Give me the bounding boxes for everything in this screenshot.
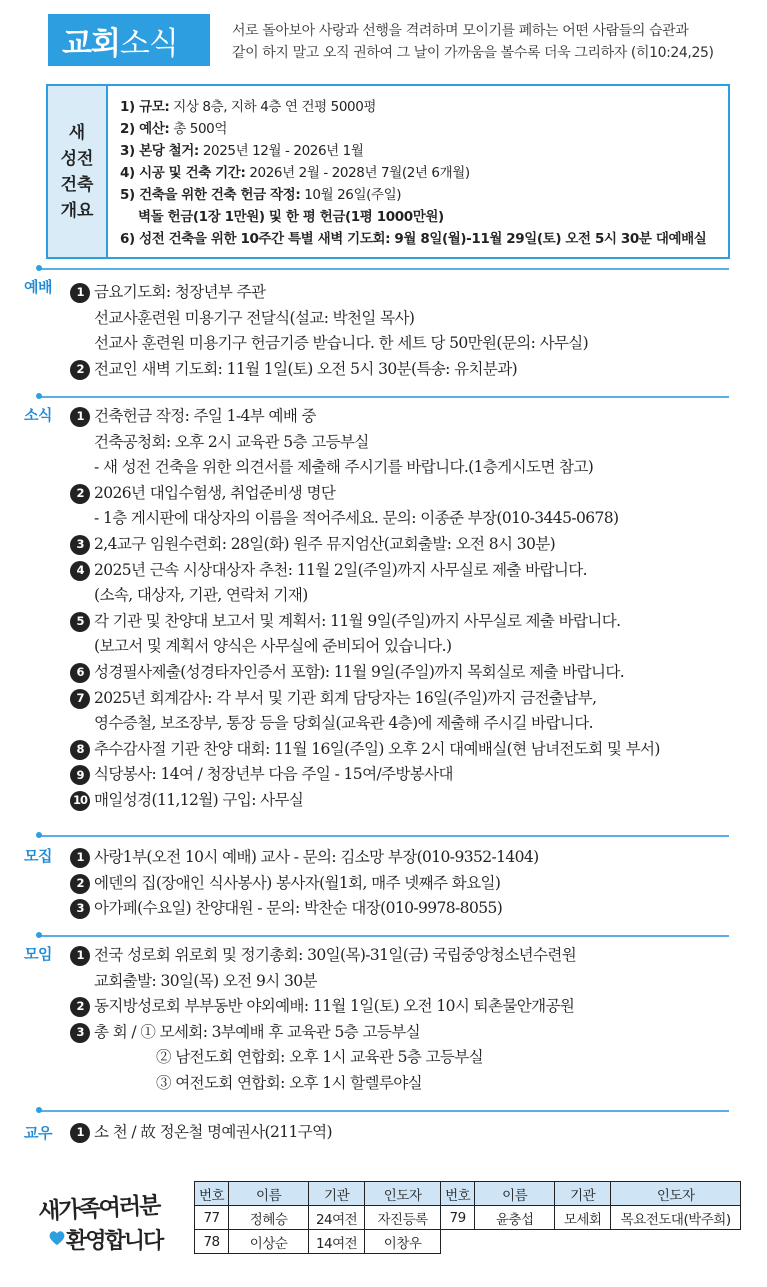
table-cell — [475, 1230, 555, 1254]
table-cell — [441, 1230, 475, 1254]
item-text: 각 기관 및 찬양대 보고서 및 계획서: 11월 9일(주일)까지 사무실로 제출 바랍니다. — [94, 611, 621, 630]
header-cell: 번호 — [195, 1182, 229, 1206]
list-item — [70, 737, 747, 763]
item-number-badge: 10 — [70, 791, 90, 811]
header-cell: 번호 — [441, 1182, 475, 1206]
item-number-badge: 1 — [70, 283, 90, 303]
list-item — [70, 871, 747, 897]
title-light: 소식 — [119, 25, 178, 62]
list-item — [70, 1120, 747, 1146]
table-cell: 79 — [441, 1206, 475, 1230]
section-divider-dot — [36, 932, 42, 938]
list-item — [70, 532, 747, 558]
item-text: 매일성경(11,12월) 구입: 사무실 — [94, 790, 304, 809]
list-item-continuation: 선교사훈련원 미용기구 전달식(설교: 박천일 목사) — [94, 308, 415, 327]
item-text: 사랑1부(오전 10시 예배) 교사 - 문의: 김소망 부장(010-9352-1404) — [94, 848, 539, 866]
overview-label-line: 새 — [68, 122, 86, 143]
item-number-badge: 4 — [70, 561, 90, 581]
section-label: 모임 — [24, 945, 52, 963]
section-divider-dot — [36, 265, 42, 271]
item-text: 2025년 회계감사: 각 부서 및 기관 회계 담당자는 16일(주일)까지 금전출납부, — [94, 688, 597, 707]
list-item — [70, 357, 747, 383]
list-item-continuation: 영수증철, 보조장부, 통장 등을 당회실(교육관 4층)에 제출해 주시길 바랍니다. — [94, 714, 593, 733]
item-text: 소 천 / 故 정온철 명예권사(211구역) — [94, 1123, 332, 1141]
item-text: 2,4교구 임원수련회: 28일(화) 원주 뮤지엄산(교회출발: 오전 8시 30분) — [94, 534, 556, 553]
list-item-continuation: ③ 여전도회 연합회: 오후 1시 할렐루야실 — [156, 1073, 423, 1092]
item-text: 전국 성로회 위로회 및 정기총회: 30일(목)-31일(금) 국립중앙청소년수련원 — [94, 946, 577, 964]
table-cell: 77 — [195, 1206, 229, 1230]
item-number-badge: 5 — [70, 612, 90, 632]
new-members-table — [194, 1181, 741, 1254]
overview-item: 2) 예산: 총 500억 — [120, 121, 227, 137]
list-item-continuation: - 1층 게시판에 대상자의 이름을 적어주세요. 문의: 이종준 부장(010-3445-0678) — [94, 509, 619, 528]
bible-verse — [232, 20, 752, 64]
item-number-badge: 1 — [70, 848, 90, 868]
table-cell: 이창우 — [365, 1230, 441, 1254]
list-item — [70, 609, 747, 635]
overview-label-line: 건축 — [60, 174, 94, 195]
item-number-badge: 6 — [70, 663, 90, 683]
section-divider-dot — [36, 832, 42, 838]
overview-label — [48, 86, 108, 257]
overview-item: 1) 규모: 지상 8층, 지하 4층 연 건평 5000평 — [120, 99, 377, 115]
list-item — [70, 481, 747, 507]
item-text: 아가페(수요일) 찬양대원 - 문의: 박찬순 대장(010-9978-8055) — [94, 899, 503, 918]
list-item — [70, 404, 747, 430]
section-body — [70, 404, 747, 814]
item-number-badge: 2 — [70, 484, 90, 504]
table-cell: 24여전 — [309, 1206, 365, 1230]
item-text: 전교인 새벽 기도회: 11월 1일(토) 오전 5시 30분(특송: 유치분과) — [94, 359, 518, 378]
list-item — [70, 788, 747, 814]
item-number-badge: 9 — [70, 765, 90, 785]
item-number-badge: 1 — [70, 946, 90, 966]
list-item — [70, 994, 747, 1020]
list-item — [70, 845, 747, 871]
list-item-continuation: 선교사 훈련원 미용기구 헌금기증 받습니다. 한 세트 당 50만원(문의: 사무실) — [94, 334, 589, 353]
table-cell: 목요전도대(박주희) — [611, 1206, 741, 1230]
section-label: 예배 — [24, 278, 52, 296]
overview-item: 4) 시공 및 건축 기간: 2026년 2월 - 2028년 7월(2년 6개월) — [120, 165, 470, 181]
table-cell: 모세회 — [555, 1206, 611, 1230]
verse-line-2: 같이 하지 말고 오직 권하여 그 날이 가까움을 볼수록 더욱 그리하자 (히10:24,25) — [232, 45, 714, 61]
header-cell: 이름 — [475, 1182, 555, 1206]
overview-item: 벽돌 헌금(1장 1만원) 및 한 평 헌금(1평 1000만원) — [138, 209, 444, 225]
section-body — [70, 943, 747, 1097]
header — [0, 0, 767, 70]
list-item-continuation: 교회출발: 30일(목) 오전 9시 30분 — [94, 971, 317, 990]
section-divider — [38, 835, 729, 837]
item-text: 2025년 근속 시상대상자 추천: 11월 2일(주일)까지 사무실로 제출 바랍니다. — [94, 560, 587, 579]
section-label: 모집 — [24, 847, 52, 865]
item-number-badge: 2 — [70, 360, 90, 380]
welcome-message — [30, 1190, 180, 1260]
overview-item: 3) 본당 철거: 2025년 12월 - 2026년 1월 — [120, 143, 364, 159]
item-text: 성경필사제출(성경타자인증서 포함): 11월 9일(주일)까지 목회실로 제출 바랍니다. — [94, 662, 625, 681]
list-item — [70, 558, 747, 584]
item-number-badge: 1 — [70, 407, 90, 427]
item-number-badge: 1 — [70, 1123, 90, 1143]
list-item-continuation: - 새 성전 건축을 위한 의견서를 제출해 주시기를 바랍니다.(1층게시도면 참고) — [94, 458, 594, 477]
list-item — [70, 280, 747, 306]
table-header-row — [195, 1182, 741, 1206]
list-item-continuation: (보고서 및 계획서 양식은 사무실에 준비되어 있습니다.) — [94, 637, 452, 656]
verse-line-1: 서로 돌아보아 사랑과 선행을 격려하며 모이기를 폐하는 어떤 사람들의 습관과 — [232, 23, 689, 39]
section-body — [70, 1120, 747, 1146]
construction-overview — [46, 84, 730, 259]
list-item — [70, 660, 747, 686]
header-cell: 기관 — [555, 1182, 611, 1206]
item-text: 건축헌금 작정: 주일 1-4부 예배 중 — [94, 407, 316, 425]
welcome-line-2: 환영합니다 — [66, 1228, 163, 1254]
item-number-badge: 2 — [70, 874, 90, 894]
header-cell: 기관 — [309, 1182, 365, 1206]
item-number-badge: 3 — [70, 535, 90, 555]
section-divider — [38, 1110, 729, 1112]
overview-items — [108, 86, 728, 257]
section-divider-dot — [36, 393, 42, 399]
list-item-continuation: (소속, 대상자, 기관, 연락처 기재) — [94, 586, 308, 605]
section-label: 소식 — [24, 406, 52, 424]
item-number-badge: 7 — [70, 689, 90, 709]
list-item-continuation: 건축공청회: 오후 2시 교육관 5층 고등부실 — [94, 432, 369, 451]
section-divider — [38, 935, 729, 937]
header-cell: 이름 — [229, 1182, 309, 1206]
section-divider — [38, 396, 729, 398]
item-number-badge: 2 — [70, 997, 90, 1017]
list-item — [70, 1020, 747, 1046]
section-divider-dot — [36, 1107, 42, 1113]
page-title — [48, 14, 210, 66]
section-body — [70, 280, 747, 382]
header-cell: 인도자 — [611, 1182, 741, 1206]
table-cell: 자진등록 — [365, 1206, 441, 1230]
item-number-badge: 3 — [70, 899, 90, 919]
list-item — [70, 943, 747, 969]
section-label: 교우 — [24, 1124, 52, 1142]
section-body — [70, 845, 747, 922]
item-text: 총 회 / ① 모세회: 3부예배 후 교육관 5층 고등부실 — [94, 1022, 420, 1041]
table-cell: 14여전 — [309, 1230, 365, 1254]
item-text: 에덴의 집(장애인 식사봉사) 봉사자(월1회, 매주 넷째주 화요일) — [94, 873, 501, 892]
item-number-badge: 3 — [70, 1023, 90, 1043]
overview-item: 5) 건축을 위한 건축 헌금 작정: 10월 26일(주일) — [120, 187, 402, 203]
section-divider — [38, 268, 729, 270]
item-text: 추수감사절 기관 찬양 대회: 11월 16일(주일) 오후 2시 대예배실(현 남녀전도회 및 부서) — [94, 739, 660, 758]
table-cell: 정혜승 — [229, 1206, 309, 1230]
item-number-badge: 8 — [70, 740, 90, 760]
list-item — [70, 686, 747, 712]
table-cell: 윤충섭 — [475, 1206, 555, 1230]
item-text: 금요기도회: 청장년부 주관 — [94, 283, 266, 301]
overview-label-line: 성전 — [60, 148, 94, 169]
list-item — [70, 896, 747, 922]
table-cell — [611, 1230, 741, 1254]
item-text: 동지방성로회 부부동반 야외예배: 11월 1일(토) 오전 10시 퇴촌물안개공원 — [94, 997, 575, 1016]
overview-label-line: 개요 — [60, 200, 94, 221]
table-cell: 이상순 — [229, 1230, 309, 1254]
heart-icon — [48, 1230, 66, 1246]
table-cell — [555, 1230, 611, 1254]
table-row — [195, 1230, 741, 1254]
overview-item: 6) 성전 건축을 위한 10주간 특별 새벽 기도회: 9월 8일(월)-11월 29일(토) 오전 5시 30분 대예배실 — [120, 231, 707, 247]
table-cell: 78 — [195, 1230, 229, 1254]
header-cell: 인도자 — [365, 1182, 441, 1206]
item-text: 식당봉사: 14여 / 청장년부 다음 주일 - 15여/주방봉사대 — [94, 765, 453, 784]
list-item — [70, 762, 747, 788]
list-item-continuation: ② 남전도회 연합회: 오후 1시 교육관 5층 고등부실 — [156, 1048, 484, 1067]
title-bold: 교회 — [62, 25, 120, 62]
welcome-line-1: 새가족여러분 — [37, 1191, 161, 1226]
table-row — [195, 1206, 741, 1230]
item-text: 2026년 대입수험생, 취업준비생 명단 — [94, 483, 336, 502]
